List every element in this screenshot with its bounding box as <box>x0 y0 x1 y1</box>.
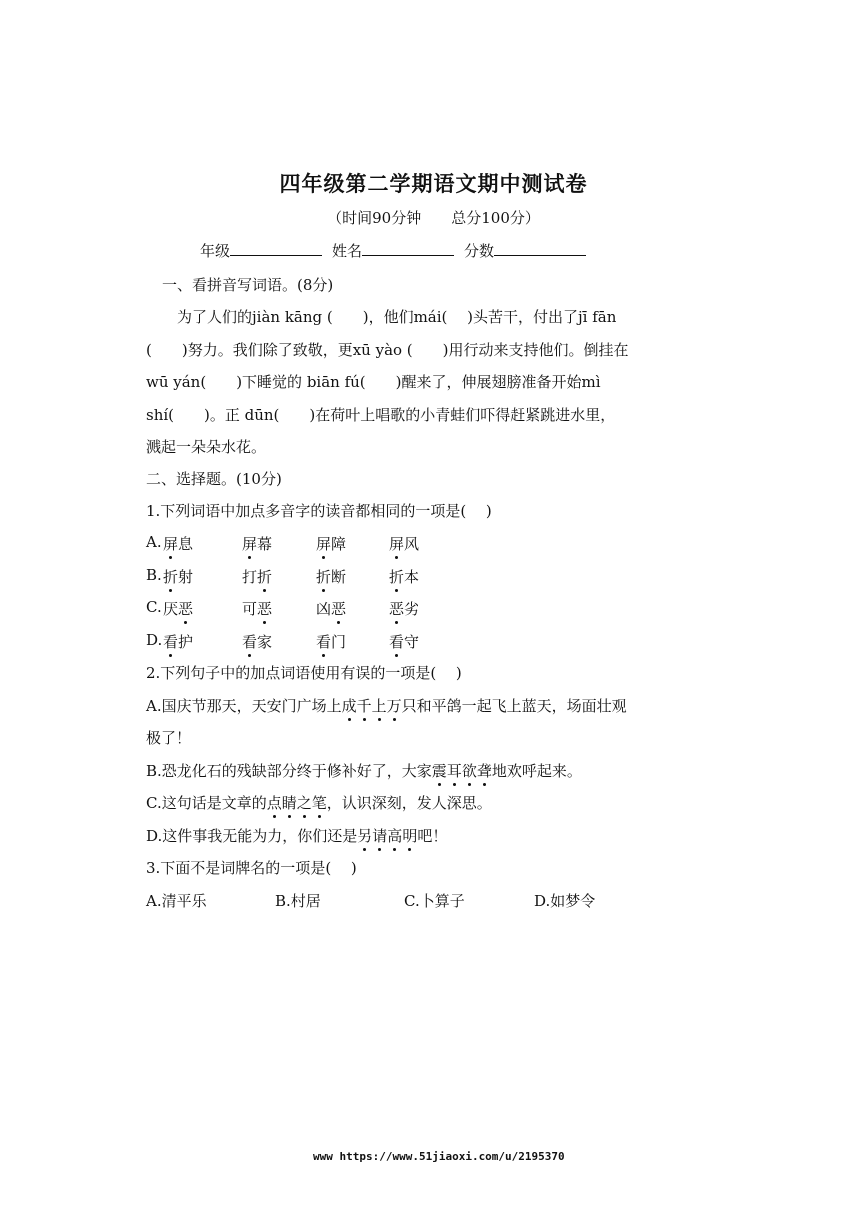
option-word: 打折 <box>242 568 273 586</box>
section1-line: shí( )。正 dūn( )在荷叶上唱歌的小青蛙们吓得赶紧跳进水里， <box>146 406 616 424</box>
footer-url: www https://www.51jiaoxi.com/u/2195370 <box>313 1150 565 1163</box>
dotted-char: 点 <box>266 794 282 812</box>
dotted-char: 看 <box>389 633 405 651</box>
dotted-char: 屏 <box>242 535 258 553</box>
option-word: 屏息 <box>163 535 194 553</box>
section1-line: 溅起一朵朵水花。 <box>146 438 267 456</box>
dotted-phrase <box>342 697 402 715</box>
dotted-char: 折 <box>257 568 273 586</box>
question2-option-b <box>146 760 582 781</box>
option-word: 恶劣 <box>389 600 420 618</box>
question1-stem: 1.下列词语中加点多音字的读音都相同的一项是( ) <box>146 502 492 520</box>
dotted-char: 恶 <box>331 600 347 618</box>
score-blank <box>494 241 586 256</box>
grade-label: 年级 <box>200 242 231 260</box>
question2-option-d <box>146 825 447 846</box>
dotted-char: 请 <box>372 827 388 845</box>
dotted-char: 恶 <box>389 600 405 618</box>
section1-line: ( )努力。我们除了致敬，更xū yào ( )用行动来支持他们。倒挂在 <box>146 341 629 359</box>
option-label: B. <box>146 566 162 584</box>
dotted-char: 看 <box>163 633 179 651</box>
option-label: A. <box>146 533 162 551</box>
question2-option-a <box>146 695 627 716</box>
score-label: 分数 <box>464 242 495 260</box>
question3-option-b: B.村居 <box>275 892 321 910</box>
section1-heading: 一、看拼音写词语。(8分) <box>162 276 334 294</box>
option-word: 看家 <box>242 633 273 651</box>
section2-heading: 二、选择题。(10分) <box>146 470 282 488</box>
option-text: C.这句话是文章的 <box>146 794 267 812</box>
question3-stem: 3.下面不是词牌名的一项是( ) <box>146 859 357 877</box>
question2-option-c <box>146 792 492 813</box>
option-word: 折射 <box>163 568 194 586</box>
option-text: B.恐龙化石的残缺部分终于修补好了，大家 <box>146 762 432 780</box>
option-text: 吧！ <box>417 827 448 845</box>
dotted-char: 成 <box>341 697 357 715</box>
dotted-phrase <box>432 762 492 780</box>
dotted-char: 耳 <box>446 762 462 780</box>
option-word: 屏幕 <box>242 535 273 553</box>
dotted-char: 睛 <box>281 794 297 812</box>
option-text: A.国庆节那天，天安门广场上 <box>146 697 342 715</box>
dotted-char: 恶 <box>178 600 194 618</box>
student-info-line <box>200 240 596 261</box>
dotted-char: 折 <box>389 568 405 586</box>
section1-line: 为了人们的jiàn kāng ( )，他们mái( )头苦干，付出了jī fān <box>177 308 617 326</box>
option-text: D.这件事我无能为力，你们还是 <box>146 827 358 845</box>
dotted-char: 之 <box>296 794 312 812</box>
dotted-char: 上 <box>371 697 387 715</box>
dotted-char: 明 <box>402 827 418 845</box>
option-text: 只和平鸽一起飞上蓝天，场面壮观 <box>401 697 627 715</box>
option-word: 折断 <box>316 568 347 586</box>
option-word: 厌恶 <box>163 600 194 618</box>
option-label: C. <box>146 598 162 616</box>
option-word: 看门 <box>316 633 347 651</box>
dotted-char: 聋 <box>476 762 492 780</box>
dotted-char: 震 <box>431 762 447 780</box>
dotted-char: 欲 <box>461 762 477 780</box>
dotted-char: 折 <box>163 568 179 586</box>
dotted-char: 看 <box>316 633 332 651</box>
question3-option-d: D.如梦令 <box>534 892 596 910</box>
option-word: 折本 <box>389 568 420 586</box>
question3-option-c: C.卜算子 <box>404 892 465 910</box>
option-word: 可恶 <box>242 600 273 618</box>
section1-line: wū yán( )下睡觉的 biān fú( )醒来了，伸展翅膀准备开始mì <box>146 373 601 391</box>
option-text: 地欢呼起来。 <box>491 762 582 780</box>
dotted-char: 折 <box>316 568 332 586</box>
question2-stem: 2.下列句子中的加点词语使用有误的一项是( ) <box>146 664 462 682</box>
page-title: 四年级第二学期语文期中测试卷 <box>279 171 588 196</box>
dotted-char: 高 <box>387 827 403 845</box>
question3-option-a: A.清平乐 <box>146 892 207 910</box>
option-text: ，认识深刻，发人深思。 <box>326 794 492 812</box>
dotted-char: 看 <box>242 633 258 651</box>
option-word: 看守 <box>389 633 420 651</box>
option-label: D. <box>146 631 163 649</box>
dotted-char: 屏 <box>163 535 179 553</box>
dotted-char: 另 <box>357 827 373 845</box>
dotted-phrase <box>357 827 417 845</box>
dotted-char: 千 <box>356 697 372 715</box>
dotted-char: 屏 <box>389 535 405 553</box>
name-label: 姓名 <box>332 242 363 260</box>
option-word: 屏障 <box>316 535 347 553</box>
option-word: 屏风 <box>389 535 420 553</box>
dotted-char: 笔 <box>311 794 327 812</box>
question2-option-a-cont: 极了！ <box>146 729 192 747</box>
dotted-char: 屏 <box>316 535 332 553</box>
option-word: 凶恶 <box>316 600 347 618</box>
option-word: 看护 <box>163 633 194 651</box>
dotted-char: 恶 <box>257 600 273 618</box>
dotted-phrase <box>267 794 327 812</box>
dotted-char: 万 <box>386 697 402 715</box>
grade-blank <box>230 241 322 256</box>
name-blank <box>362 241 454 256</box>
exam-subtitle: （时间90分钟 总分100分） <box>327 209 540 227</box>
